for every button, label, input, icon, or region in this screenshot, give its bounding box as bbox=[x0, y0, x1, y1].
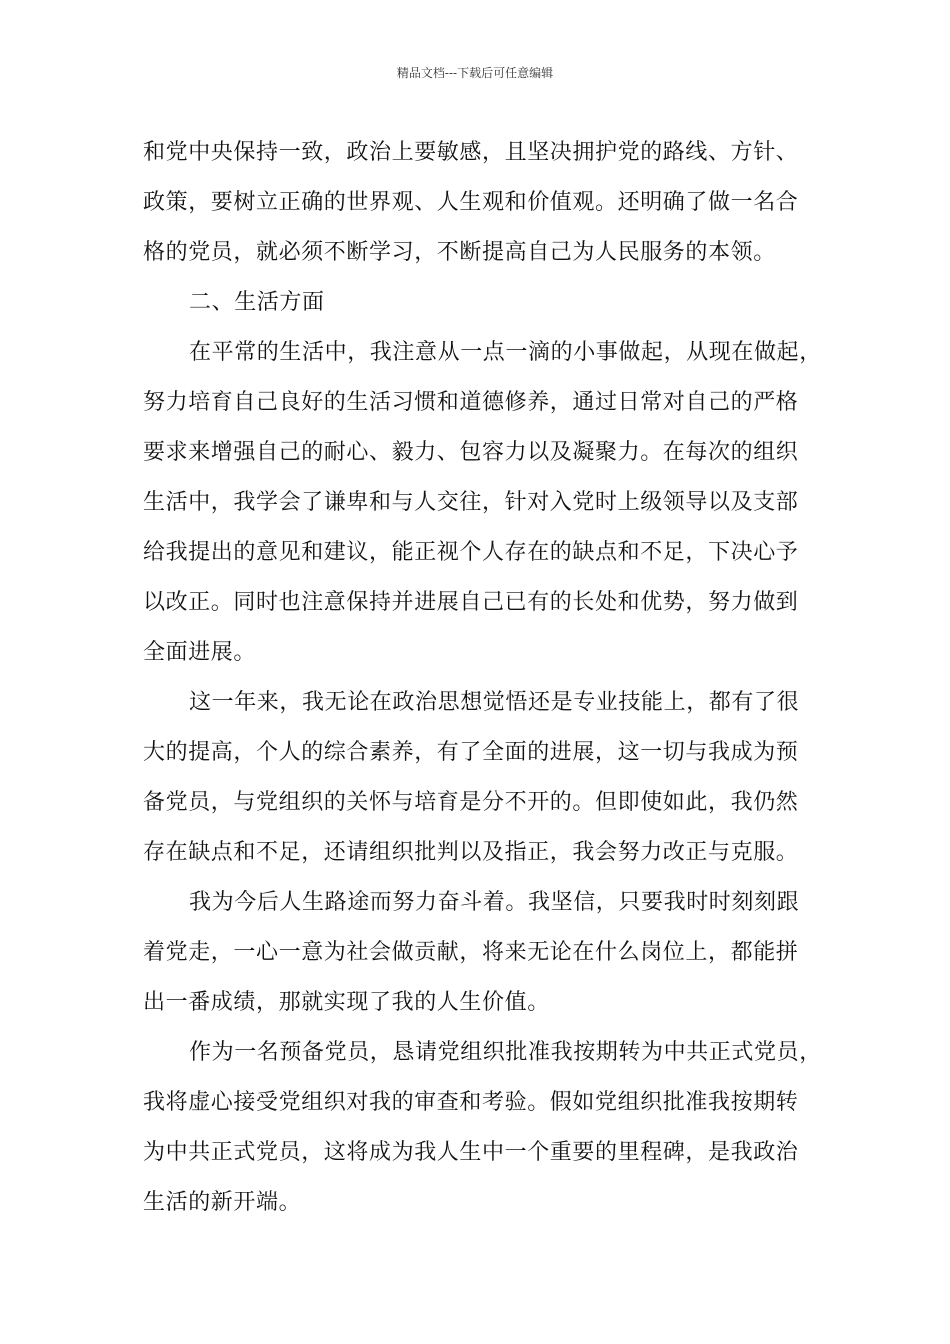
text-line: 以改正。同时也注意保持并进展自己已有的长处和优势，努力做到 bbox=[143, 590, 799, 615]
text-line: 大的提高，个人的综合素养，有了全面的进展，这一切与我成为预 bbox=[143, 740, 799, 765]
section-heading: 二、生活方面 bbox=[189, 290, 325, 315]
text-line: 存在缺点和不足，还请组织批判以及指正，我会努力改正与克服。 bbox=[143, 840, 799, 865]
paragraph-start: 这一年来，我无论在政治思想觉悟还是专业技能上，都有了很 bbox=[189, 690, 800, 715]
text-line: 政策，要树立正确的世界观、人生观和价值观。还明确了做一名合 bbox=[143, 190, 799, 215]
text-line: 努力培育自己良好的生活习惯和道德修养，通过日常对自己的严格 bbox=[143, 390, 799, 415]
text-line: 着党走，一心一意为社会做贡献，将来无论在什么岗位上，都能拼 bbox=[143, 940, 799, 965]
text-line: 要求来增强自己的耐心、毅力、包容力以及凝聚力。在每次的组织 bbox=[143, 440, 799, 465]
text-line: 备党员，与党组织的关怀与培育是分不开的。但即使如此，我仍然 bbox=[143, 790, 799, 815]
text-line: 出一番成绩，那就实现了我的人生价值。 bbox=[143, 990, 550, 1015]
text-line: 生活的新开端。 bbox=[143, 1190, 302, 1215]
text-line: 生活中，我学会了谦卑和与人交往，针对入党时上级领导以及支部 bbox=[143, 490, 799, 515]
paragraph-start: 在平常的生活中，我注意从一点一滴的小事做起，从现在做起， bbox=[189, 340, 822, 365]
text-line: 我将虚心接受党组织对我的审查和考验。假如党组织批准我按期转 bbox=[143, 1090, 799, 1115]
document-body bbox=[143, 128, 833, 1228]
text-line: 给我提出的意见和建议，能正视个人存在的缺点和不足，下决心予 bbox=[143, 540, 799, 565]
page-header: 精品文档---下载后可任意编辑 bbox=[396, 66, 554, 80]
text-line: 和党中央保持一致，政治上要敏感，且坚决拥护党的路线、方针、 bbox=[143, 140, 799, 165]
text-line: 格的党员，就必须不断学习，不断提高自己为人民服务的本领。 bbox=[143, 240, 776, 265]
text-line: 全面进展。 bbox=[143, 640, 257, 665]
text-line: 为中共正式党员，这将成为我人生中一个重要的里程碑，是我政治 bbox=[143, 1140, 799, 1165]
paragraph-start: 作为一名预备党员，恳请党组织批准我按期转为中共正式党员， bbox=[189, 1040, 822, 1065]
paragraph-start: 我为今后人生路途而努力奋斗着。我坚信，只要我时时刻刻跟 bbox=[189, 890, 800, 915]
